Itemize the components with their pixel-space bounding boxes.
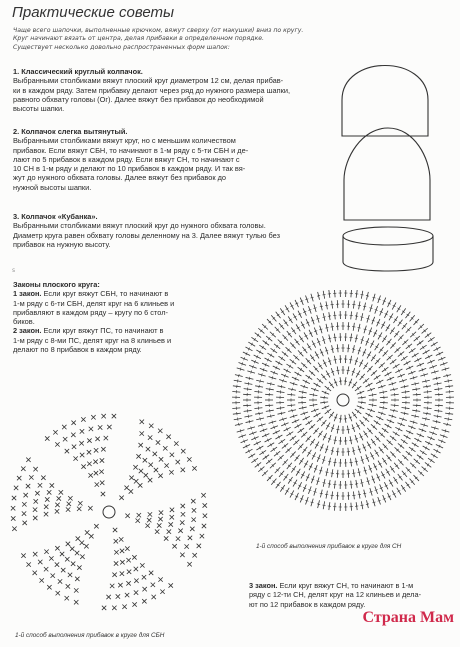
- stitch-bar: [394, 388, 395, 391]
- section-3: [13, 212, 280, 249]
- stitch-bar: [372, 404, 373, 407]
- hat-shapes: [330, 40, 450, 300]
- stitch-bar: [383, 406, 384, 409]
- section-1: [13, 67, 290, 113]
- stitch-bar: [447, 374, 448, 377]
- section-3-line: Выбранными столбиками вяжут плоский круг до нужного обхвата головы.: [13, 221, 266, 231]
- stitch-bar: [325, 327, 328, 328]
- stitch-bar: [383, 391, 384, 394]
- hat-elongated-shape: [344, 128, 430, 220]
- law-1-line: прибавляют в каждом ряду – кругу по 6 стол-: [13, 307, 168, 317]
- stitch-bar: [237, 417, 238, 420]
- stitch-bar: [355, 338, 358, 339]
- law-3-block: 3 закон. Если круг вяжут СН, то начинают в 1-м ряду с 12-ти СН, делят круг на 12 клиньев и дела- ют по 12 прибавок в каждом ряду.: [249, 581, 422, 609]
- stitch-bar: [322, 294, 325, 295]
- right-diagram-caption: 1-й способ выполнения прибавок в круге для СН: [256, 543, 402, 550]
- intro-line: Чаще всего шапочки, выполненные крючком, вяжут сверху (от макушки) вниз по кругу.: [13, 27, 304, 34]
- intro-line: Существует несколько довольно распространенных форм шапок:: [13, 43, 230, 51]
- stitch-bar: [328, 338, 331, 339]
- stitch-bar: [355, 461, 358, 462]
- stitch-bar: [426, 380, 427, 383]
- stitch-bar: [436, 377, 437, 380]
- section-3-line: Диаметр круга равен обхвату головы деленному на 3. Далее вяжут тулью без: [13, 230, 280, 240]
- stitch-bar: [366, 504, 369, 505]
- stitch-bar: [415, 415, 416, 418]
- stitch-bar: [281, 385, 282, 388]
- stitch-mark: [351, 290, 352, 297]
- watermark-logo: Страна Мам: [362, 609, 454, 626]
- stitch-bar: [360, 505, 363, 506]
- stitch-bar: [334, 359, 337, 360]
- stitch-bar: [328, 316, 331, 317]
- stitch-bar: [360, 317, 363, 318]
- stitch-bar: [320, 493, 323, 494]
- stitch-bar: [302, 406, 303, 409]
- left-diagram-caption: 1-й способ выполнения прибавок в круге для СБН: [15, 632, 165, 639]
- center-ring: [103, 506, 115, 518]
- laws-heading: Законы плоского круга:: [13, 280, 100, 289]
- stitch-bar: [320, 306, 323, 307]
- section-3-heading: 3. Колпачок «Кубанка».: [13, 212, 98, 221]
- stitch-bar: [437, 415, 438, 418]
- stitch-bar: [355, 316, 358, 317]
- law-2-line: 1-м ряду с 8-ми ПС, делят круг на 8 клиньев и: [13, 335, 172, 345]
- section-3-line: прибавок на нужную высоту.: [13, 239, 111, 249]
- stitch-bar: [358, 305, 361, 306]
- stitch-bar: [331, 451, 334, 452]
- stitch-bar: [437, 382, 438, 385]
- stitch-bar: [325, 494, 328, 495]
- law-2-line: 2 закон. Если круг вяжут ПС, то начинают в: [13, 326, 164, 336]
- law-3-line: ют по 12 прибавок в каждом ряду.: [249, 599, 366, 609]
- section-2-line: прибавок. Если вяжут СБН, то начинают в 1-м ряду с 5-ти СБН и де-: [13, 145, 249, 155]
- section-1-line: высоты шапки.: [13, 104, 65, 114]
- stitch-bar: [317, 504, 320, 505]
- stitch-bar: [313, 393, 314, 396]
- law-1-line: 1 закон. Если круг вяжут СБН, то начинают в: [13, 289, 169, 299]
- stitch-bar: [260, 380, 261, 383]
- stitch-bar: [358, 494, 361, 495]
- stitch-bar: [372, 393, 373, 396]
- stitch-bar: [427, 412, 428, 415]
- stitch-bar: [292, 388, 293, 391]
- stitch-bar: [328, 461, 331, 462]
- law-1-line: биков.: [13, 317, 35, 327]
- sbn-crochet-diagram-6-wedges: [5, 400, 215, 630]
- laws-block: [13, 280, 174, 354]
- section-2-line: нужной высоты шапки.: [13, 182, 92, 192]
- stitch-bar: [394, 409, 395, 412]
- law-1-label: 1 закон.: [13, 289, 42, 299]
- stitch-bar: [349, 440, 352, 441]
- stitch-bar: [358, 327, 361, 328]
- stitch-bar: [448, 417, 449, 420]
- law-2-line: делают по 8 прибавок в каждом ряду.: [13, 345, 142, 355]
- section-2-line: 10 СН в 1-м ряду и делают по 10 прибавок в каждом ряду. И так вя-: [13, 164, 246, 174]
- hat-kubanka-shape: [343, 227, 433, 271]
- center-ring: [337, 394, 349, 406]
- stitch-bar: [237, 379, 238, 382]
- stitch-bar: [360, 483, 363, 484]
- law-3-label: 3 закон.: [249, 581, 278, 590]
- stitch-bar: [292, 409, 293, 412]
- stitch-bar: [270, 415, 271, 418]
- stitch-bar: [238, 423, 239, 426]
- stitch-bar: [259, 412, 260, 415]
- stitch-bar: [270, 382, 271, 385]
- section-2-line: лают по 5 прибавок в каждом ряду. Если вяжут СН, то начинают с: [13, 154, 240, 164]
- stitch-bar: [238, 374, 239, 377]
- sc-crochet-diagram-12-wedges: [225, 290, 455, 540]
- stitch-bar: [358, 472, 361, 473]
- intro-text: [13, 27, 343, 52]
- stitch-mark: [334, 290, 335, 297]
- stitch-bar: [248, 415, 249, 418]
- stitch-bar: [366, 295, 369, 296]
- stitch-bar: [404, 412, 405, 415]
- stitch-bar: [336, 429, 339, 430]
- stitch-bar: [363, 493, 366, 494]
- section-2-heading: 2. Колпачок слегка вытянутый.: [13, 127, 128, 136]
- hat-classic-shape: [342, 66, 428, 137]
- stitch-bar: [249, 377, 250, 380]
- stitch-bar: [281, 412, 282, 415]
- law-3-line: ряду с 12-ти СН, делят круг на 12 клиньев и дела-: [249, 590, 422, 600]
- stitch-bar: [325, 305, 328, 306]
- law-1-line: 1-м ряду с 6-ти СБН, делят круг на 6 клиньев и: [13, 298, 175, 308]
- section-1-line: Выбранными столбиками вяжут плоский круг диаметром 12 см, делая прибав-: [13, 76, 284, 86]
- stitch-bar: [323, 317, 326, 318]
- stitch-bar: [363, 306, 366, 307]
- page-title: Практические советы: [12, 4, 175, 21]
- stitch-bar: [260, 417, 261, 420]
- stitch-bar: [415, 382, 416, 385]
- law-2-label: 2 закон.: [13, 326, 42, 336]
- section-2-line: жут до нужного обхвата головы. Далее вяжут без прибавок до: [13, 173, 227, 183]
- stitch-bar: [355, 484, 358, 485]
- stitch-bar: [404, 385, 405, 388]
- stitch-bar: [249, 420, 250, 423]
- stitch-bar: [317, 295, 320, 296]
- stitch-bar: [352, 349, 355, 350]
- stitch-bar: [447, 423, 448, 426]
- stitch-bar: [336, 370, 339, 371]
- stitch-bar: [302, 391, 303, 394]
- section-1-line: равного обхвату головы (Ог). Далее вяжут без прибавок до необходимой: [13, 94, 264, 104]
- stitch-bar: [347, 429, 350, 430]
- section-2: [13, 127, 248, 192]
- stitch-bar: [347, 370, 350, 371]
- stitch-bar: [436, 420, 437, 423]
- stitch-bar: [448, 379, 449, 382]
- stitch-bar: [248, 382, 249, 385]
- stitch-bar: [349, 359, 352, 360]
- side-mark: s: [12, 267, 16, 274]
- stitch-bar: [322, 505, 325, 506]
- stitch-bar: [427, 385, 428, 388]
- section-1-heading: 1. Классический круглый колпачок.: [13, 67, 143, 76]
- stitch-bar: [360, 294, 363, 295]
- section-1-line: ки в каждом ряду. Затем прибавку делают через ряд до нужного размера шапки,: [13, 85, 291, 95]
- stitch-bar: [352, 451, 355, 452]
- stitch-bar: [259, 385, 260, 388]
- stitch-bar: [334, 440, 337, 441]
- section-2-line: Выбранными столбиками вяжут круг, но с меньшим количеством: [13, 136, 236, 146]
- stitch-bar: [325, 472, 328, 473]
- stitch-bar: [426, 417, 427, 420]
- stitch-bar: [328, 484, 331, 485]
- stitch-bar: [331, 349, 334, 350]
- intro-line: Круг начинают вязать от центра, делая прибавки в определенном порядке.: [13, 35, 264, 43]
- stitch-bar: [313, 404, 314, 407]
- stitch-bar: [323, 483, 326, 484]
